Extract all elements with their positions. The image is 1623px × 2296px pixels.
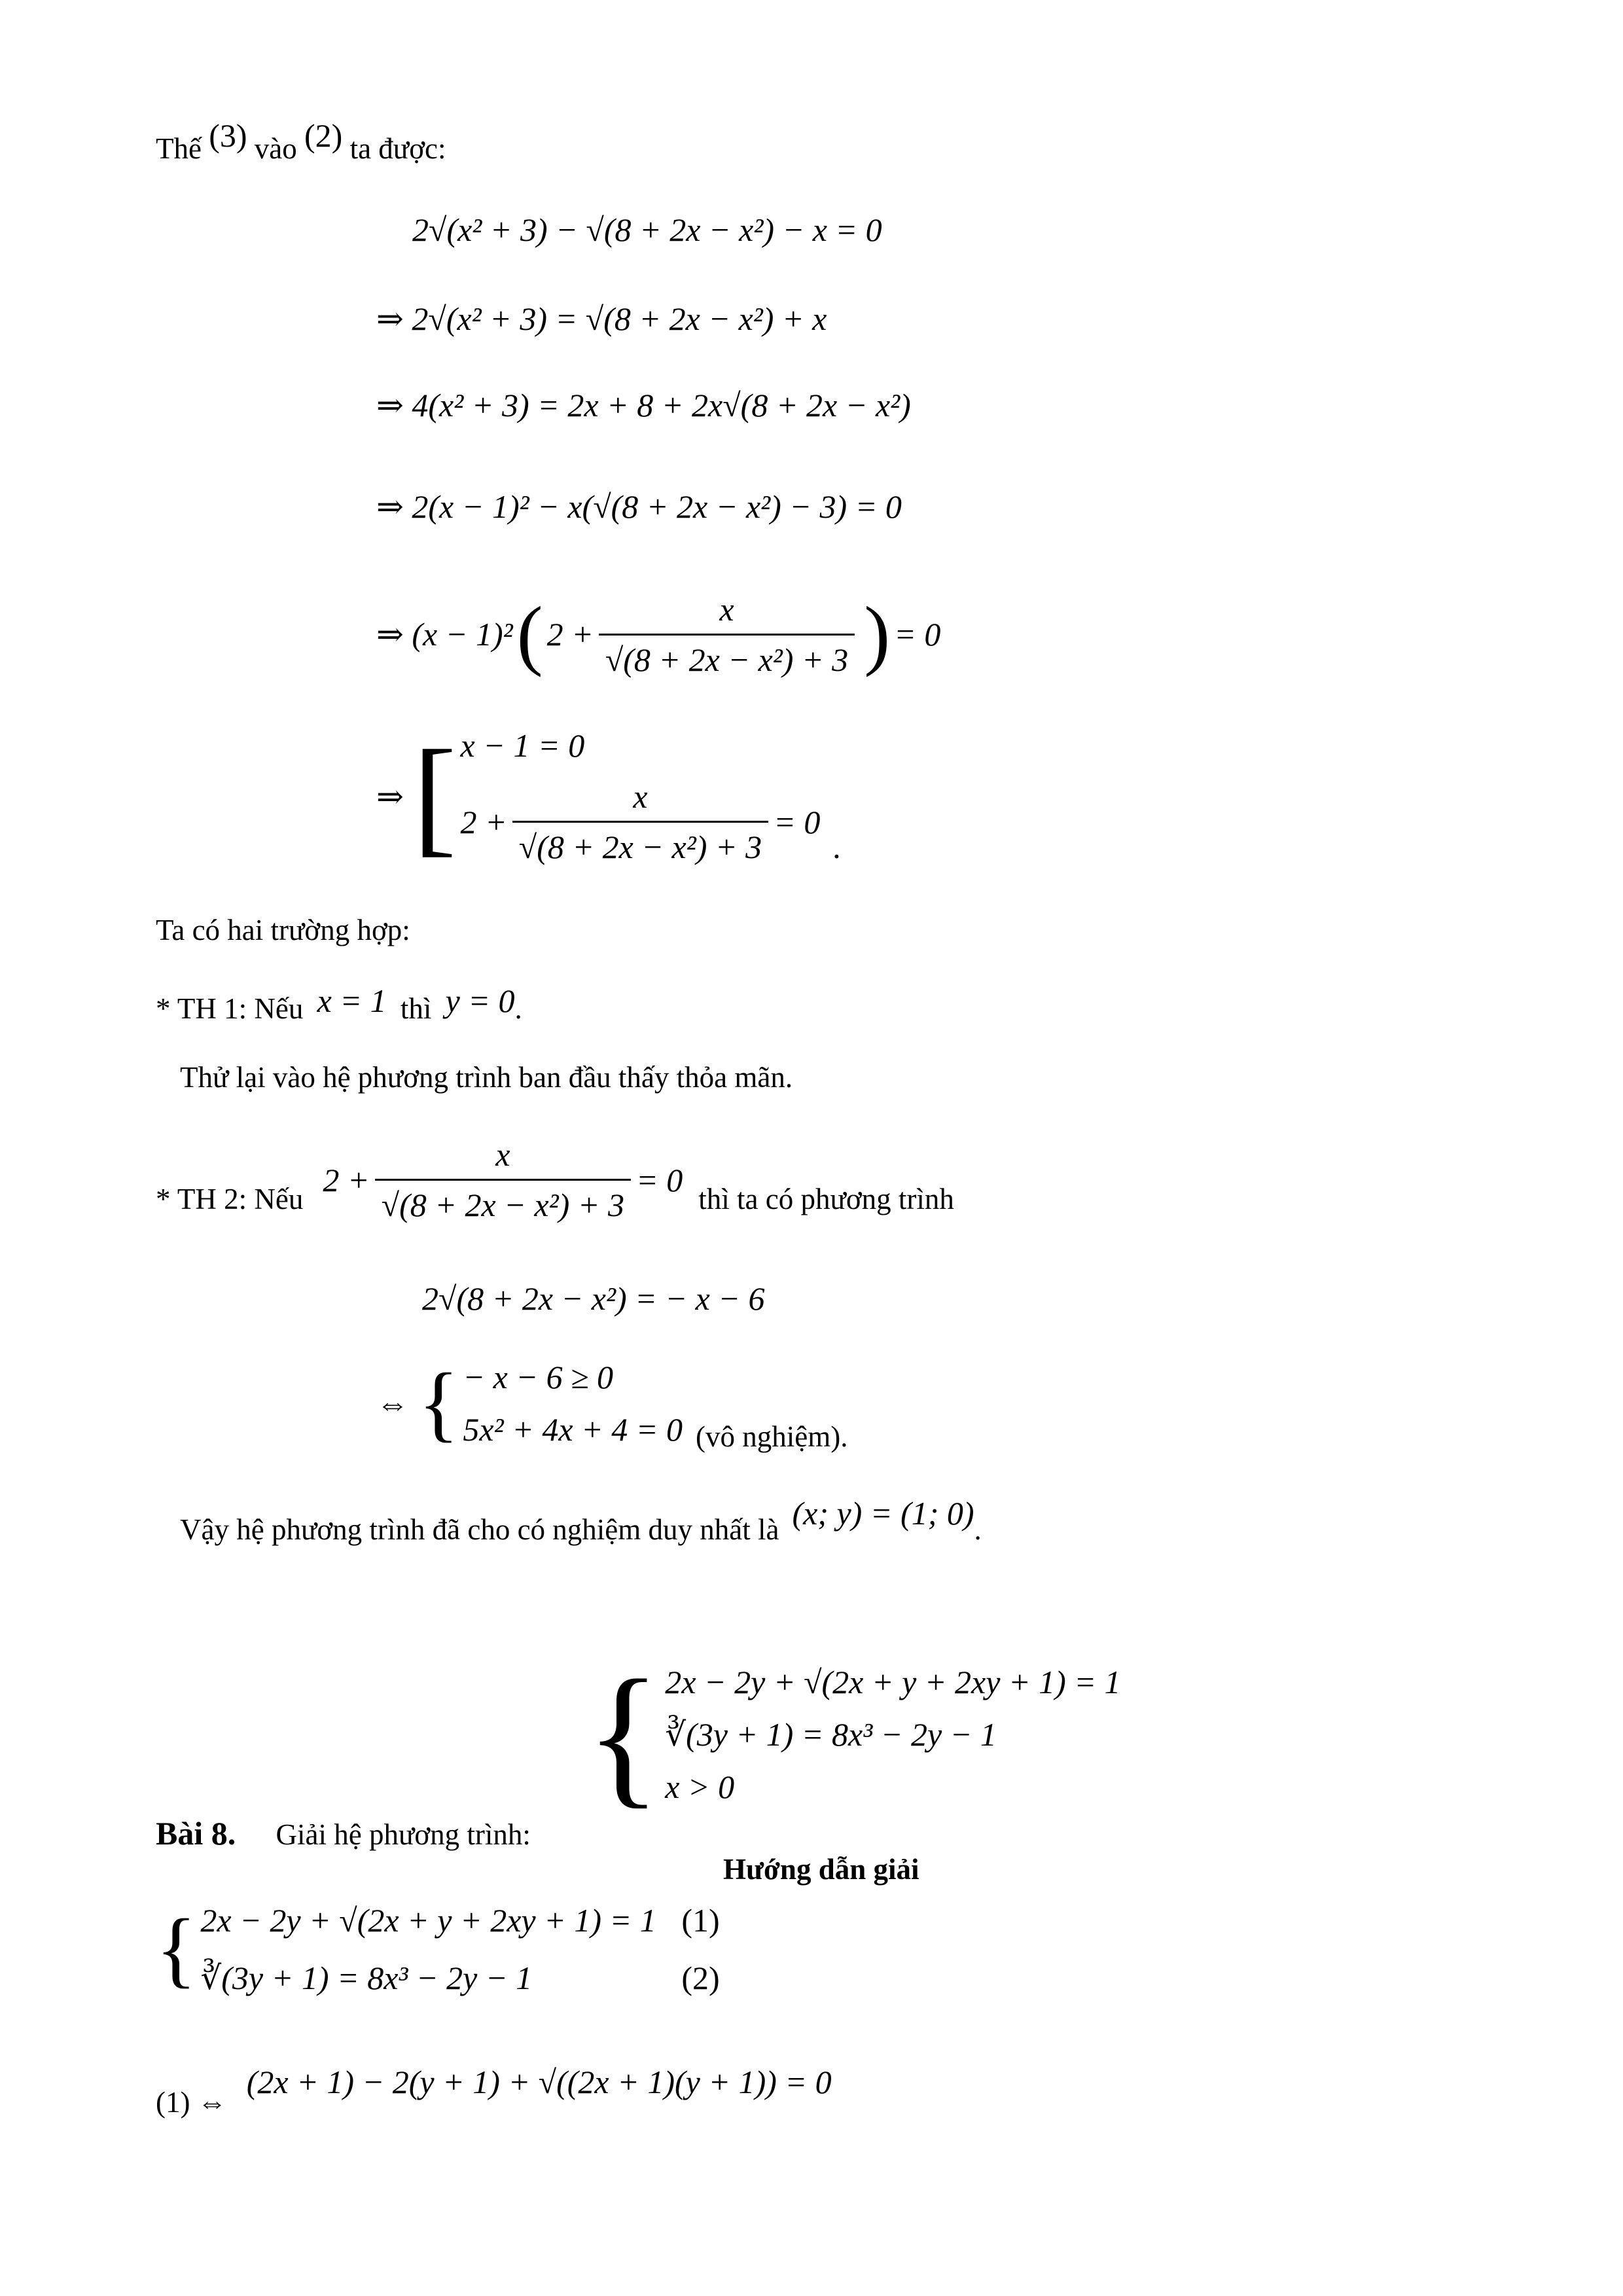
factored-denominator: √(8 + 2x − x²) + 3 [599, 634, 855, 679]
case2-denominator: √(8 + 2x − x²) + 3 [375, 1179, 631, 1224]
solution8-system-lines [200, 1901, 719, 1997]
problem8-eq3: x > 0 [665, 1768, 735, 1805]
case2-arrow: ⇔ [376, 1385, 409, 1422]
system-split [376, 723, 842, 869]
solution8-step [156, 2064, 832, 2119]
case2-equation: 2√(8 + 2x − x²) = − x − 6 [422, 1280, 765, 1317]
case2-rhs: = 0 [636, 1161, 683, 1198]
derivation-line-1: 2√(x² + 3) − √(8 + 2x − x²) − x = 0 [412, 211, 882, 248]
intro-line [156, 117, 446, 166]
case2-label: * TH 2: Nếu [156, 1183, 304, 1215]
system-split-lhs: 2 + [460, 803, 507, 840]
case1-condition: x = 1 [317, 982, 387, 1019]
case2-system-line-1: − x − 6 ≥ 0 [463, 1359, 614, 1395]
problem8-eq1: 2x − 2y + √(2x + y + 2xy + 1) = 1 [665, 1664, 1121, 1700]
case2-condition [323, 1136, 683, 1224]
derivation-line-2: ⇒ 2√(x² + 3) = √(8 + 2x − x²) + x [376, 300, 827, 337]
case2-system-line-2: 5x² + 4x + 4 = 0 [463, 1411, 683, 1448]
case1-check: Thử lại vào hệ phương trình ban đầu thấy thỏa mãn. [180, 1061, 793, 1094]
system-split-lines [461, 726, 842, 866]
case2-brace: { [418, 1356, 459, 1450]
solution8-heading: Hướng dẫn giải [723, 1853, 919, 1886]
solution8-row-2 [200, 1959, 719, 1997]
system-split-brace: [ [412, 723, 457, 869]
problem8-eq2: ∛(3y + 1) = 8x³ − 2y − 1 [665, 1716, 997, 1753]
cases-intro: Ta có hai trường hợp: [156, 914, 410, 946]
derivation-line-3: ⇒ 4(x² + 3) = 2x + 8 + 2x√(8 + 2x − x²) [376, 387, 911, 423]
solution8-brace: { [156, 1902, 197, 1996]
problem8-brace: { [586, 1647, 662, 1821]
solution8-eq2: ∛(3y + 1) = 8x³ − 2y − 1 [200, 1960, 533, 1996]
factored-equation [376, 589, 940, 679]
system-split-fraction [512, 778, 768, 866]
intro-ref3: (3) [209, 117, 247, 154]
conclusion-dot: . [974, 1513, 982, 1546]
factored-right-bracket: ) [864, 590, 891, 677]
problem8-instruction: Giải hệ phương trình: [276, 1818, 531, 1851]
solution8-step-equation: (2x + 1) − 2(y + 1) + √((2x + 1)(y + 1)) = 0 [246, 2064, 832, 2100]
case2-no-solution: (vô nghiệm). [696, 1420, 848, 1453]
solution8-system [156, 1901, 720, 1997]
system-split-line-2 [461, 778, 842, 866]
system-split-line-1: x − 1 = 0 [460, 727, 585, 764]
case1-result: y = 0 [445, 982, 515, 1019]
intro-vao: vào [254, 132, 297, 165]
problem8-header [156, 1814, 531, 1852]
solution8-eq1-label: (1) [681, 1902, 720, 1939]
case2-system-lines [463, 1358, 683, 1448]
case2-line [156, 1136, 954, 1224]
system-split-denominator: √(8 + 2x − x²) + 3 [512, 821, 768, 866]
system-split-arrow: ⇒ [376, 778, 404, 815]
factored-left-bracket: ( [516, 590, 543, 677]
case2-system [376, 1356, 848, 1453]
case1-label: * TH 1: Nếu [156, 992, 304, 1025]
factored-prefix: ⇒ (x − 1)² [376, 616, 513, 653]
factored-numerator: x [719, 590, 734, 628]
case1-dot: . [514, 992, 522, 1025]
case1-line [156, 982, 522, 1026]
derivation-line-4: ⇒ 2(x − 1)² − x(√(8 + 2x − x²) − 3) = 0 [376, 488, 902, 525]
problem8-title: Bài 8. [156, 1815, 236, 1852]
solution8-row-1 [200, 1901, 719, 1939]
conclusion-text: Vậy hệ phương trình đã cho có nghiệm duy nhất là [180, 1513, 779, 1546]
intro-ta-duoc: ta được: [349, 132, 446, 165]
solution8-step-prefix: (1) ⇔ [156, 2086, 227, 2119]
problem8-system-lines [665, 1663, 1120, 1806]
intro-the: Thế [156, 132, 202, 165]
conclusion-line [180, 1495, 982, 1547]
system-split-numerator: x [633, 778, 648, 815]
case2-fraction [375, 1136, 631, 1224]
case1-thi: thì [400, 992, 432, 1025]
system-split-rhs: = 0 [774, 803, 821, 840]
case2-numerator: x [495, 1136, 510, 1173]
factored-rhs: = 0 [894, 616, 941, 653]
intro-ref2: (2) [304, 117, 343, 154]
system-split-dot: . [833, 829, 842, 865]
solution8-eq2-label: (2) [681, 1960, 720, 1996]
case2-tail: thì ta có phương trình [698, 1183, 954, 1215]
factored-fraction [599, 590, 855, 679]
factored-lhs: 2 + [546, 616, 594, 653]
problem8-system [586, 1647, 1121, 1821]
solution8-eq1: 2x − 2y + √(2x + y + 2xy + 1) = 1 [200, 1902, 656, 1939]
conclusion-answer: (x; y) = (1; 0) [792, 1495, 974, 1532]
case2-lhs: 2 + [323, 1161, 370, 1198]
